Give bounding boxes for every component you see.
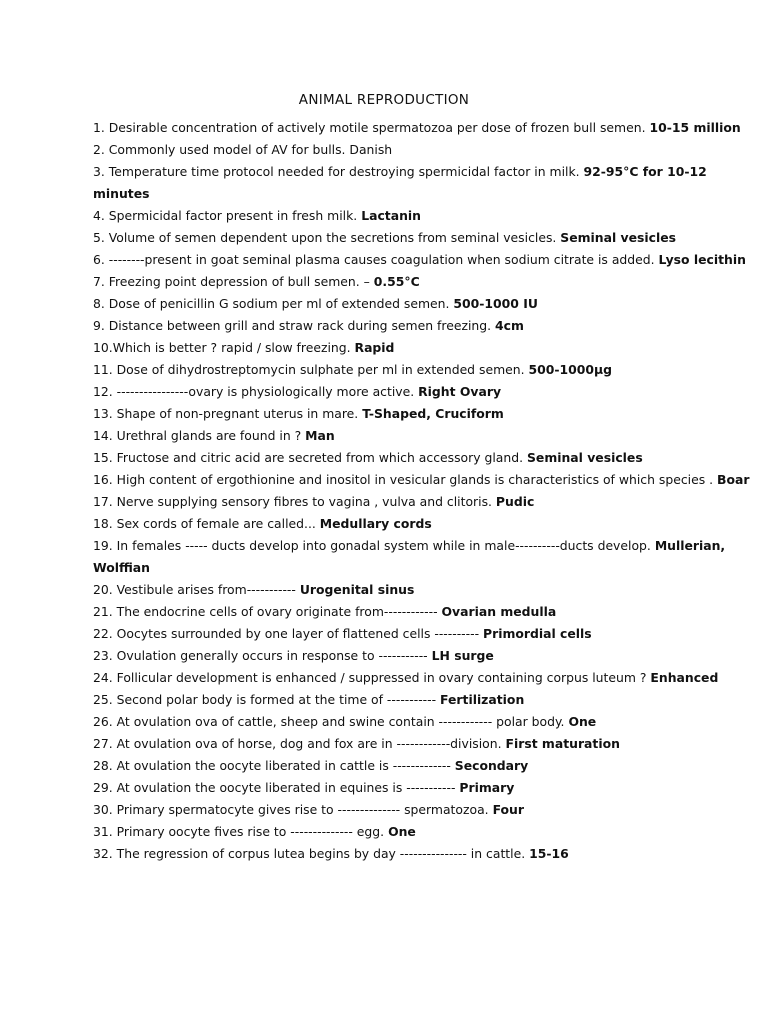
question-text: 29. At ovulation the oocyte liberated in equines is -----------: [93, 780, 456, 795]
answer-text: Primordial cells: [483, 626, 592, 641]
question-text: 20. Vestibule arises from-----------: [93, 582, 296, 597]
answer-text: 10-15 million: [649, 120, 741, 135]
question-list: [93, 117, 765, 865]
question-item: [93, 249, 765, 271]
answer-text: Man: [305, 428, 335, 443]
question-text: 7. Freezing point depression of bull semen. –: [93, 274, 370, 289]
answer-text: Four: [492, 802, 524, 817]
question-item: [93, 667, 765, 689]
question-text: 18. Sex cords of female are called...: [93, 516, 316, 531]
question-text: 2. Commonly used model of AV for bulls. Danish: [93, 142, 393, 157]
question-item: [93, 755, 765, 777]
question-text: 25. Second polar body is formed at the time of -----------: [93, 692, 437, 707]
question-item: [93, 425, 765, 447]
question-text: 8. Dose of penicillin G sodium per ml of extended semen.: [93, 296, 450, 311]
answer-text: Secondary: [454, 758, 529, 773]
question-item: [93, 403, 765, 425]
answer-text: Fertilization: [440, 692, 525, 707]
question-item: [93, 843, 765, 865]
question-item: [93, 579, 765, 601]
question-text: 15. Fructose and citric acid are secreted from which accessory gland.: [93, 450, 524, 465]
question-text: 4. Spermicidal factor present in fresh milk.: [93, 208, 358, 223]
question-item: [93, 711, 765, 733]
question-text: 9. Distance between grill and straw rack during semen freezing.: [93, 318, 492, 333]
question-item: [93, 491, 765, 513]
answer-text: Medullary cords: [319, 516, 432, 531]
question-item: [93, 777, 765, 799]
question-item: [93, 205, 765, 227]
question-text: 12. ----------------ovary is physiologically more active.: [93, 384, 415, 399]
answer-text: 15-16: [529, 846, 569, 861]
question-text: 1. Desirable concentration of actively motile spermatozoa per dose of frozen bull semen.: [93, 120, 646, 135]
question-item: [93, 227, 765, 249]
question-text: 5. Volume of semen dependent upon the secretions from seminal vesicles.: [93, 230, 557, 245]
answer-text: Urogenital sinus: [299, 582, 415, 597]
answer-text: Pudic: [495, 494, 535, 509]
question-item: [93, 447, 765, 469]
answer-text: 500-1000µg: [528, 362, 612, 377]
question-text: 31. Primary oocyte fives rise to -------------- egg.: [93, 824, 385, 839]
answer-text: First maturation: [505, 736, 620, 751]
page-title: [0, 92, 768, 108]
question-text: 26. At ovulation ova of cattle, sheep and swine contain ------------ polar body.: [93, 714, 565, 729]
question-text: 19. In females ----- ducts develop into gonadal system while in male----------ducts develop.: [93, 538, 651, 553]
answer-text: Primary: [459, 780, 515, 795]
question-item: [93, 513, 765, 535]
answer-text: Lyso lecithin: [658, 252, 746, 267]
question-item: [93, 381, 765, 403]
question-item: [93, 337, 765, 359]
question-item: [93, 315, 765, 337]
answer-text: LH surge: [431, 648, 494, 663]
question-item: [93, 623, 765, 645]
question-text: 24. Follicular development is enhanced / suppressed in ovary containing corpus luteum ?: [93, 670, 647, 685]
question-text: 16. High content of ergothionine and inositol in vesicular glands is characteristics of which species .: [93, 472, 714, 487]
question-text: 22. Oocytes surrounded by one layer of flattened cells ----------: [93, 626, 480, 641]
answer-text: Ovarian medulla: [441, 604, 557, 619]
answer-text: Rapid: [354, 340, 395, 355]
answer-text: One: [568, 714, 597, 729]
question-item: [93, 293, 765, 315]
answer-text: Right Ovary: [418, 384, 502, 399]
question-text: 13. Shape of non-pregnant uterus in mare.: [93, 406, 359, 421]
question-item: [93, 117, 765, 139]
question-item: [93, 601, 765, 623]
answer-text: Mullerian, Wolffian: [93, 538, 726, 575]
question-item: [93, 799, 765, 821]
answer-text: 4cm: [495, 318, 524, 333]
answer-text: Lactanin: [361, 208, 421, 223]
question-text: 28. At ovulation the oocyte liberated in cattle is -------------: [93, 758, 451, 773]
answer-text: Seminal vesicles: [527, 450, 643, 465]
answer-text: Boar: [717, 472, 750, 487]
question-item: [93, 469, 765, 491]
question-item: [93, 821, 765, 843]
answer-text: One: [388, 824, 416, 839]
answer-text: 500-1000 IU: [453, 296, 538, 311]
question-text: 27. At ovulation ova of horse, dog and fox are in ------------division.: [93, 736, 502, 751]
question-text: 3. Temperature time protocol needed for destroying spermicidal factor in milk.: [93, 164, 580, 179]
answer-text: T-Shaped, Cruciform: [362, 406, 504, 421]
question-item: [93, 139, 765, 161]
question-item: [93, 161, 765, 205]
question-item: [93, 271, 765, 293]
question-text: 14. Urethral glands are found in ?: [93, 428, 302, 443]
question-text: 10.Which is better ? rapid / slow freezing.: [93, 340, 351, 355]
question-text: 30. Primary spermatocyte gives rise to -------------- spermatozoa.: [93, 802, 489, 817]
question-item: [93, 359, 765, 381]
page-title-text: ANIMAL REPRODUCTION: [298, 92, 470, 108]
question-item: [93, 733, 765, 755]
question-item: [93, 645, 765, 667]
question-text: 21. The endocrine cells of ovary originate from------------: [93, 604, 438, 619]
question-text: 32. The regression of corpus lutea begins by day --------------- in cattle.: [93, 846, 526, 861]
answer-text: Enhanced: [650, 670, 719, 685]
question-text: 23. Ovulation generally occurs in response to -----------: [93, 648, 428, 663]
answer-text: 0.55°C: [373, 274, 420, 289]
question-item: [93, 689, 765, 711]
question-text: 17. Nerve supplying sensory fibres to vagina , vulva and clitoris.: [93, 494, 492, 509]
question-text: 6. --------present in goat seminal plasma causes coagulation when sodium citrate is added.: [93, 252, 655, 267]
question-item: [93, 535, 765, 579]
question-text: 11. Dose of dihydrostreptomycin sulphate per ml in extended semen.: [93, 362, 525, 377]
answer-text: Seminal vesicles: [560, 230, 676, 245]
answer-text: 92-95°C for 10-12 minutes: [93, 164, 707, 201]
